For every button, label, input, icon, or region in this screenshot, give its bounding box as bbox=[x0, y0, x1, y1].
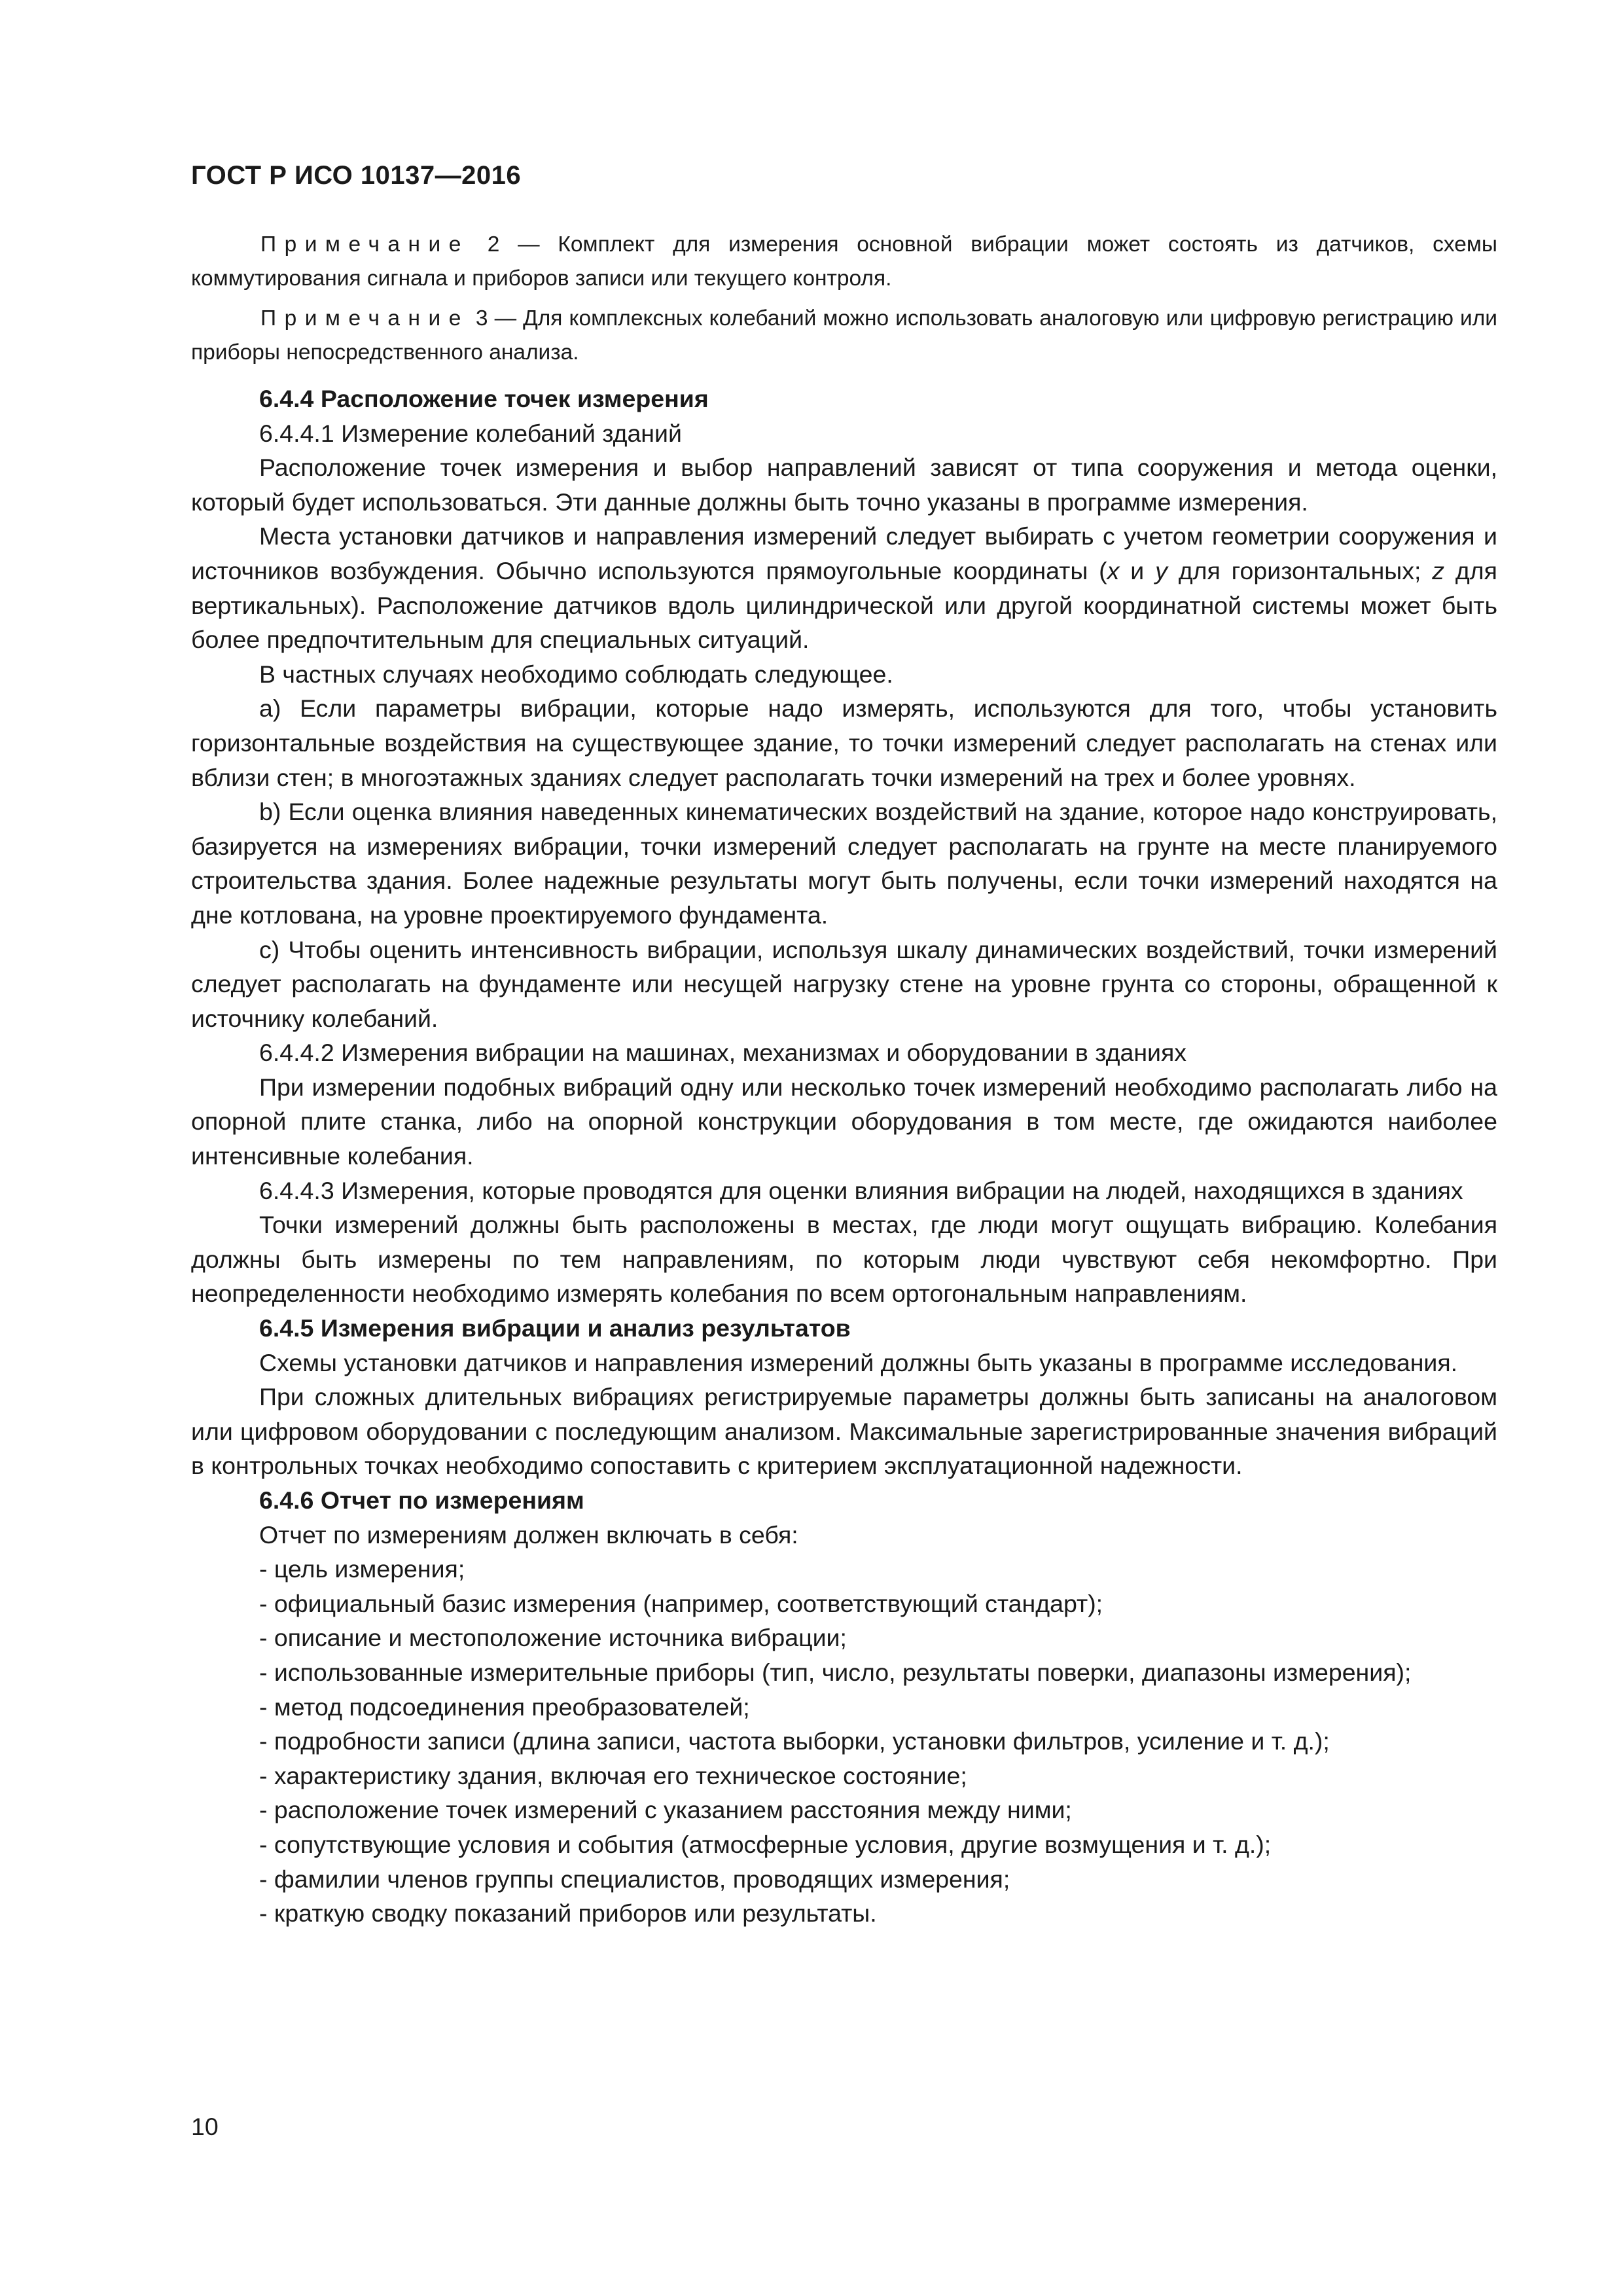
coordinate-x: x bbox=[1107, 556, 1120, 584]
note-text: 2 — Комплект для измерения основной вибрации может состоять из датчиков, схемы коммутирования сигнала и приборов записи или текущего контроля. bbox=[191, 232, 1497, 291]
note-3 bbox=[191, 302, 1497, 370]
paragraph: При измерении подобных вибраций одну или несколько точек измерений необходимо располагать либо на опорной плите станка, либо на опорной конструкции оборудования в том месте, где ожидаются наиболее интенсивные колебания. bbox=[191, 1073, 1497, 1170]
list-item-a: a) Если параметры вибрации, которые надо измерять, используются для того, чтобы установить горизонтальные воздействия на существующее здание, то точки измерений следует располагать на стенах или вблизи стен; в многоэтажных зданиях следует располагать точки измерений на трех и более уровнях. bbox=[191, 694, 1497, 791]
list-item: - подробности записи (длина записи, частота выборки, установки фильтров, усиление и т. д.); bbox=[259, 1727, 1330, 1755]
paragraph: Точки измерений должны быть расположены в местах, где люди могут ощущать вибрацию. Колебания должны быть измерены по тем направлениям, по которым люди чувствуют себя некомфортно. При неопределенности необходимо измерять колебания по всем ортогональным направлениям. bbox=[191, 1211, 1497, 1308]
note-2 bbox=[191, 228, 1497, 296]
text-run: Места установки датчиков и направления измерений следует выбирать с учетом геометрии сооружения и источников возбуждения. Обычно используются прямоугольные координаты ( bbox=[191, 522, 1497, 584]
text-run: и bbox=[1119, 556, 1156, 584]
list-item: - сопутствующие условия и события (атмосферные условия, другие возмущения и т. д.); bbox=[259, 1830, 1272, 1858]
paragraph bbox=[191, 519, 1497, 656]
list-item: - описание и местоположение источника вибрации; bbox=[259, 1624, 847, 1652]
paragraph: Схемы установки датчиков и направления измерений должны быть указаны в программе исследования. bbox=[259, 1348, 1458, 1376]
subsection-title-6-4-4-1: 6.4.4.1 Измерение колебаний зданий bbox=[259, 419, 682, 447]
text-run: для вертикальных). Расположение датчиков вдоль цилиндрической или другой координатной системы может быть более предпочтительным для специальных ситуаций. bbox=[191, 556, 1497, 654]
note-label: Примечание bbox=[260, 232, 469, 257]
list-item: - использованные измерительные приборы (тип, число, результаты поверки, диапазоны измерения); bbox=[259, 1658, 1412, 1686]
list-item: - метод подсоединения преобразователей; bbox=[259, 1693, 750, 1721]
section-heading-6-4-5: 6.4.5 Измерения вибрации и анализ результатов bbox=[259, 1314, 851, 1342]
note-text: 3 — Для комплексных колебаний можно использовать аналоговую или цифровую регистрацию или приборы непосредственного анализа. bbox=[191, 306, 1497, 365]
coordinate-y: y bbox=[1155, 556, 1168, 584]
list-item: - расположение точек измерений с указанием расстояния между ними; bbox=[259, 1796, 1072, 1824]
coordinate-z: z bbox=[1432, 556, 1445, 584]
document-header: ГОСТ Р ИСО 10137—2016 bbox=[191, 161, 522, 190]
page-content bbox=[191, 228, 1497, 1931]
list-item: - краткую сводку показаний приборов или результаты. bbox=[259, 1899, 877, 1928]
section-heading-6-4-4: 6.4.4 Расположение точек измерения bbox=[259, 385, 709, 412]
list-item-b: b) Если оценка влияния наведенных кинематических воздействий на здание, которое надо конструировать, базируется на измерениях вибрации, точки измерений следует располагать на грунте на месте планируемого строительства здания. Более надежные результаты могут быть получены, если точки измерений находятся на дне котлована, на уровне проектируемого фундамента. bbox=[191, 798, 1497, 929]
paragraph: В частных случаях необходимо соблюдать следующее. bbox=[259, 660, 893, 688]
paragraph: При сложных длительных вибрациях регистрируемые параметры должны быть записаны на аналоговом или цифровом оборудовании с последующим анализом. Максимальные зарегистрированные значения вибраций в контрольных точках необходимо сопоставить с критерием эксплуатационной надежности. bbox=[191, 1383, 1497, 1480]
section-heading-6-4-6: 6.4.6 Отчет по измерениям bbox=[259, 1486, 584, 1514]
subsection-title-6-4-4-3: 6.4.4.3 Измерения, которые проводятся для оценки влияния вибрации на людей, находящихся в зданиях bbox=[259, 1176, 1463, 1204]
note-label: Примечание bbox=[260, 306, 469, 331]
list-item: - характеристику здания, включая его техническое состояние; bbox=[259, 1761, 967, 1789]
text-run: для горизонтальных; bbox=[1167, 556, 1433, 584]
subsection-title-6-4-4-2: 6.4.4.2 Измерения вибрации на машинах, механизмах и оборудовании в зданиях bbox=[259, 1039, 1187, 1067]
list-item: - цель измерения; bbox=[259, 1555, 465, 1583]
paragraph: Расположение точек измерения и выбор направлений зависят от типа сооружения и метода оценки, который будет использоваться. Эти данные должны быть точно указаны в программе измерения. bbox=[191, 454, 1497, 516]
list-item: - официальный базис измерения (например, соответствующий стандарт); bbox=[259, 1589, 1103, 1617]
list-item-c: c) Чтобы оценить интенсивность вибрации, используя шкалу динамических воздействий, точки измерений следует располагать на фундаменте или несущей нагрузку стене на уровне грунта со стороны, обращенной к источнику колебаний. bbox=[191, 935, 1497, 1032]
list-item: - фамилии членов группы специалистов, проводящих измерения; bbox=[259, 1865, 1010, 1893]
page-number: 10 bbox=[191, 2113, 219, 2140]
paragraph: Отчет по измерениям должен включать в себя: bbox=[259, 1520, 798, 1549]
